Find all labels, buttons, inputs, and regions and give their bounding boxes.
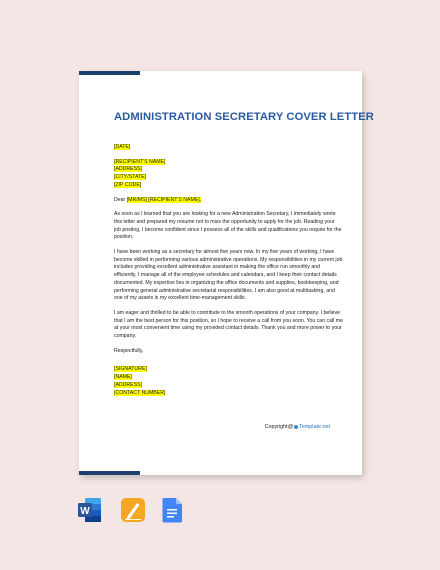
paragraph-line: documented. My expertise lies in organizing the office documents and supplies, bookkeeping, and [114,279,339,286]
ms-word-icon[interactable] [78,497,102,523]
date-block [114,144,336,152]
address-placeholder: [ADDRESS] [114,166,142,173]
greeting [114,197,336,205]
contact-number-placeholder: [CONTACT NUMBER] [114,389,166,396]
letter-body [114,144,343,404]
paragraph-line: one of my assets is my excellent time-management skills. [114,295,247,302]
copyright-footer [265,424,330,430]
paragraph-line: company. [114,333,137,340]
greeting-recipient-placeholder: [MR/MS] [RECIPIENT'S NAME], [126,196,202,203]
zip-code-placeholder: [ZIP CODE] [114,181,142,188]
paragraph-intro [114,211,342,242]
signature-placeholder: [SIGNATURE] [114,366,147,373]
greeting-prefix: Dear [114,196,127,203]
city-state-placeholder: [CITY/STATE] [114,174,147,181]
paragraph-line: that I am the best person for this position, so I hope to receive a call from you soon. You can call me [114,317,343,324]
copyright-text: Copyright@ [264,424,294,430]
paragraph-line: performing general administrative secretarial responsibilities. I am also good at multitasking, and [114,287,335,294]
paragraph-line: I have been working as a secretary for almost five years now. In my five years of working, I have [114,249,335,256]
date-placeholder: [DATE] [114,144,131,150]
apple-pages-icon[interactable] [121,497,145,523]
letter-title: ADMINISTRATION SECRETARY COVER LETTER [114,111,374,123]
paragraph-line: at your most convenient time using my provided contact details. Thank you and more power to your [114,325,342,332]
paragraph-line: As soon as I learned that you are looking for a new Administration Secretary, I immediately wrote [114,211,336,218]
top-accent-bar [79,71,140,75]
paragraph-line: become skilled in performing various administrative operations. My responsibilities in my current job [114,256,343,263]
document-page [79,71,374,475]
google-docs-icon[interactable] [161,497,185,523]
recipient-name-placeholder: [RECIPIENT'S NAME] [114,158,166,165]
paragraph-line: includes providing excellent administrative assistant in making the office run smoothly and [114,264,321,271]
paragraph-line: I am eager and thrilled to be able to contribute to the smooth operations of your company. I believe [114,309,340,316]
recipient-address-block [114,159,336,190]
template-logo-icon [294,425,298,429]
svg-text:W: W [80,506,90,517]
paragraph-closing-statement [114,309,343,341]
name-placeholder: [NAME] [114,374,132,381]
app-icons-row [78,497,188,525]
paragraph-experience [114,249,343,303]
paragraph-line: efficiently. I manage all of the employee schedules and calendars, and I keep their contact details [114,272,337,279]
paragraph-line: job posting, I become confident since I possess all of the skills and qualifications you require for the [114,226,342,233]
brand-name[interactable]: Template.net [299,424,330,430]
paragraph-line: this letter and prepared my resume not to miss the opportunity to apply for the job. Reading your [114,218,335,225]
signature-block [114,366,336,397]
closing: Respectfully, [114,347,144,354]
bottom-accent-bar [79,471,140,475]
paragraph-line: position. [114,234,134,241]
sign-address-placeholder: [ADDRESS] [114,381,142,388]
